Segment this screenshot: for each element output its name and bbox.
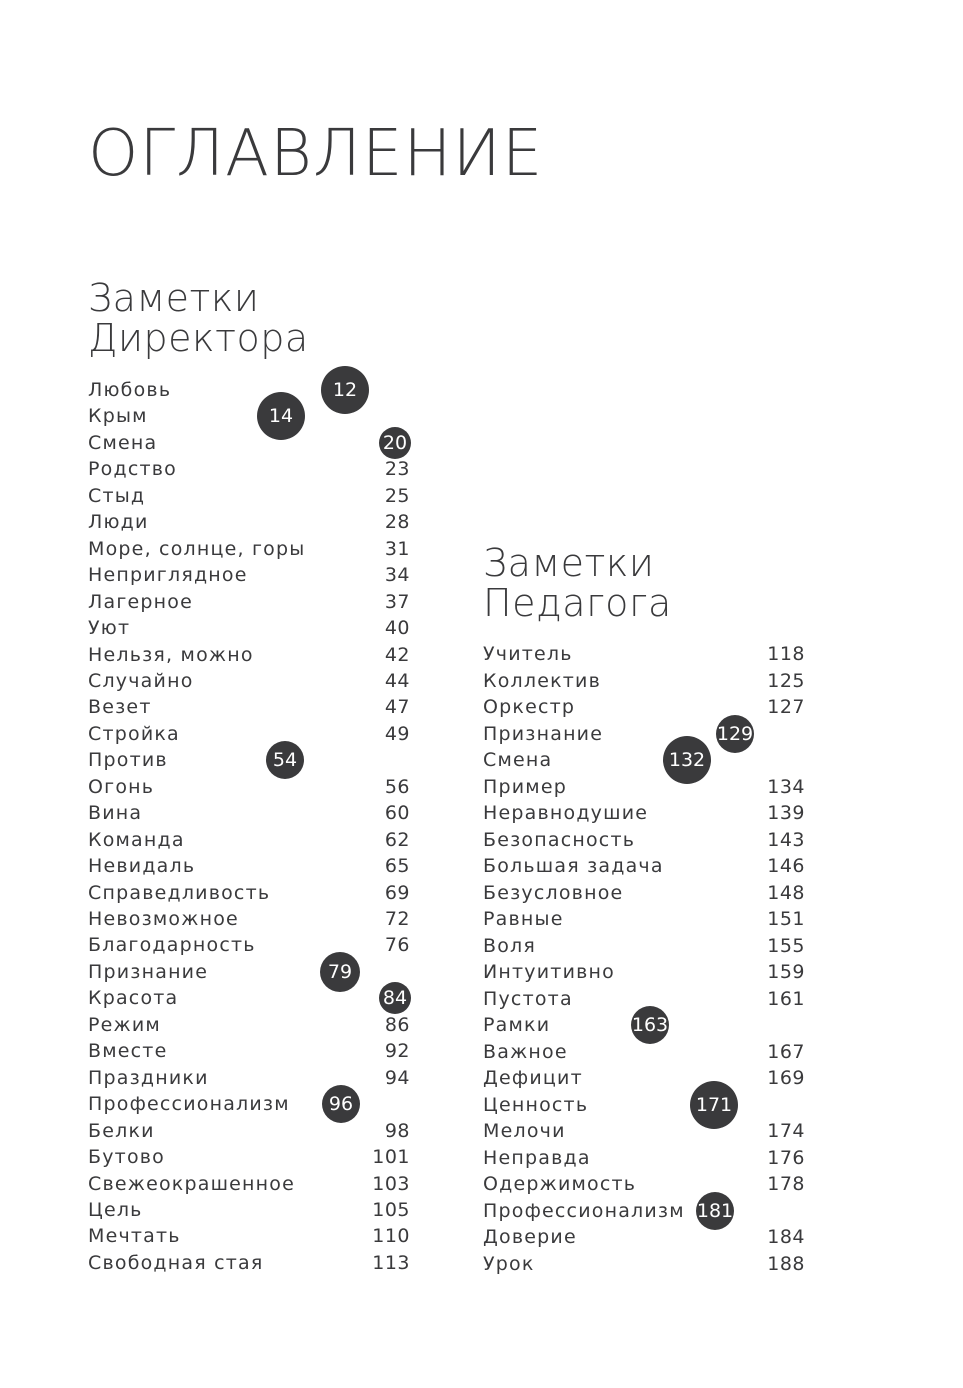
toc-entry-label: Стройка (88, 722, 180, 745)
toc-entry[interactable] (483, 959, 805, 986)
toc-entry[interactable] (483, 800, 805, 827)
toc-entry[interactable] (88, 800, 410, 827)
section-director-notes (88, 276, 418, 1274)
toc-entry[interactable] (88, 615, 410, 642)
toc-entry[interactable] (88, 827, 410, 854)
page-number: 148 (767, 881, 805, 904)
toc-entry[interactable] (483, 1065, 805, 1092)
toc-entry-label: Мелочи (483, 1120, 566, 1142)
toc-entry[interactable] (88, 483, 410, 510)
page-number-badge: 132 (663, 736, 711, 784)
page-number: 167 (767, 1040, 805, 1063)
toc-entry[interactable] (483, 641, 805, 668)
toc-entry[interactable] (88, 642, 410, 669)
toc-entry-label: Белки (88, 1119, 155, 1142)
toc-entry-label: Случайно (88, 669, 194, 692)
toc-entry-label: Равные (483, 908, 564, 930)
toc-entry-label: Признание (88, 960, 209, 983)
toc-entry[interactable] (88, 853, 410, 880)
toc-entry[interactable] (88, 1091, 410, 1118)
page-number-badge: 181 (696, 1192, 734, 1230)
toc-entry[interactable] (88, 932, 410, 959)
toc-entry[interactable] (483, 1145, 805, 1172)
page-number: 151 (767, 908, 805, 930)
page-number: 44 (384, 669, 410, 692)
page-number: 34 (384, 564, 410, 587)
toc-entry[interactable] (483, 880, 805, 907)
toc-entry-label: Море, солнце, горы (88, 537, 306, 560)
toc-entry-label: Учитель (483, 643, 573, 665)
page-number: 174 (767, 1120, 805, 1142)
toc-entry[interactable] (483, 1012, 805, 1039)
section-title-line: Заметки (483, 541, 655, 585)
page-number: 127 (767, 696, 805, 718)
page-number-badge: 12 (321, 366, 369, 414)
toc-entry[interactable] (483, 1171, 805, 1198)
page-number: 169 (767, 1067, 805, 1089)
toc-entry-label: Одержимость (483, 1173, 637, 1195)
toc-entry[interactable] (88, 774, 410, 801)
page-number-badge: 79 (320, 952, 360, 992)
page-number: 49 (384, 722, 410, 745)
toc-entry-label: Признание (483, 722, 604, 745)
toc-entry[interactable] (483, 827, 805, 854)
page-number: 146 (767, 855, 805, 877)
page-number: 40 (384, 617, 410, 640)
toc-entry-label: Крым (88, 405, 148, 428)
page-number: 72 (384, 908, 410, 930)
toc-entry[interactable] (483, 721, 805, 748)
page-number-badge: 171 (690, 1081, 738, 1129)
toc-entry[interactable] (483, 906, 805, 933)
toc-entry[interactable] (88, 456, 410, 483)
toc-entry[interactable] (88, 1038, 410, 1065)
toc-entry-label: Профессионализм (483, 1199, 685, 1222)
page-number: 69 (384, 881, 410, 904)
toc-entry[interactable] (88, 1118, 410, 1145)
section-title (483, 543, 813, 623)
toc-entry-label: Невозможное (88, 908, 239, 930)
toc-entry-label: Смена (88, 431, 158, 454)
page-number: 139 (767, 802, 805, 824)
page-number: 23 (384, 458, 410, 481)
page-number: 65 (384, 855, 410, 878)
toc-entry[interactable] (88, 1223, 410, 1250)
toc-entry[interactable] (88, 377, 410, 404)
page-number: 47 (384, 696, 410, 719)
toc-entry-label: Воля (483, 934, 537, 957)
toc-entry-label: Любовь (88, 379, 172, 401)
toc-entry-label: Большая задача (483, 855, 664, 877)
page-number: 188 (767, 1252, 805, 1275)
page-number: 42 (384, 643, 410, 666)
page-number: 178 (767, 1173, 805, 1195)
page-number-badge: 54 (266, 741, 304, 779)
toc-entry[interactable] (483, 694, 805, 721)
toc-entry[interactable] (88, 747, 410, 774)
toc-entry-label: Лагерное (88, 590, 193, 613)
toc-entry[interactable] (483, 774, 805, 801)
page-number: 110 (372, 1225, 410, 1248)
toc-entry[interactable] (483, 933, 805, 960)
toc-entry[interactable] (88, 589, 410, 616)
toc-entry[interactable] (88, 694, 410, 721)
page-number: 125 (767, 669, 805, 692)
toc-entry[interactable] (483, 1039, 805, 1066)
toc-entry[interactable] (88, 985, 410, 1012)
toc-entry[interactable] (88, 536, 410, 563)
page-number: 76 (384, 934, 410, 957)
page-number-badge: 14 (257, 392, 305, 440)
toc-entry-label: Неравнодушие (483, 802, 649, 824)
toc-entry-label: Режим (88, 1013, 161, 1036)
toc-entry-label: Мечтать (88, 1225, 181, 1248)
toc-entry-label: Невидаль (88, 855, 196, 878)
page-title: ОГЛАВЛЕНИЕ (88, 117, 544, 191)
page-number-badge: 129 (716, 715, 754, 753)
page-number: 86 (384, 1013, 410, 1036)
toc-entry-label: Пустота (483, 987, 573, 1010)
toc-entry[interactable] (483, 1251, 805, 1278)
toc-entry-label: Неправда (483, 1146, 591, 1169)
page-number: 94 (384, 1066, 410, 1089)
page-number: 155 (767, 934, 805, 957)
toc-entry[interactable] (483, 747, 805, 774)
toc-entry-label: Безопасность (483, 828, 636, 851)
page-number-badge: 96 (322, 1085, 360, 1123)
toc-entry[interactable] (88, 668, 410, 695)
page-number: 25 (384, 484, 410, 507)
toc-entry[interactable] (88, 509, 410, 536)
page-number: 118 (767, 643, 805, 665)
section-title-line: Директора (88, 316, 309, 360)
page-number: 28 (384, 511, 410, 534)
toc-entry[interactable] (88, 1144, 410, 1171)
section-title (88, 278, 418, 358)
page-number: 134 (767, 775, 805, 798)
toc-entry-label: Коллектив (483, 669, 601, 692)
page-number: 98 (384, 1119, 410, 1142)
toc-entry-label: Огонь (88, 775, 155, 798)
toc-entry[interactable] (483, 1224, 805, 1251)
toc-entry-label: Против (88, 749, 168, 772)
toc-entry-label: Везет (88, 696, 152, 719)
toc-entry-label: Смена (483, 749, 553, 771)
toc-entry-label: Команда (88, 828, 185, 851)
toc-entry-label: Справедливость (88, 881, 271, 904)
toc-entry-label: Нельзя, можно (88, 643, 254, 666)
page-number-badge: 163 (631, 1006, 669, 1044)
toc-entry[interactable] (88, 880, 410, 907)
section-teacher-notes (483, 541, 813, 1275)
page-number: 161 (767, 987, 805, 1010)
toc-entry-label: Важное (483, 1040, 568, 1063)
toc-entry-label: Профессионализм (88, 1093, 290, 1116)
toc-entry-label: Урок (483, 1252, 535, 1275)
page-number: 101 (372, 1146, 410, 1169)
page-number: 37 (384, 590, 410, 613)
toc-entry[interactable] (88, 562, 410, 589)
page-number: 143 (767, 828, 805, 851)
toc-entry-label: Вместе (88, 1040, 168, 1063)
toc-entry-label: Свежеокрашенное (88, 1172, 295, 1195)
toc-entry-label: Вина (88, 802, 143, 825)
section-title-line: Заметки (88, 276, 260, 320)
toc-entry-label: Цель (88, 1198, 143, 1221)
toc-entry-label: Родство (88, 458, 177, 481)
toc-entry[interactable] (88, 1250, 410, 1277)
toc-entry[interactable] (483, 1118, 805, 1145)
page-number: 92 (384, 1040, 410, 1063)
toc-entry-label: Пример (483, 775, 567, 798)
toc-entry-label: Интуитивно (483, 961, 615, 983)
page-number-badge: 84 (379, 982, 411, 1014)
toc-entry-label: Стыд (88, 484, 146, 507)
toc-entry[interactable] (88, 721, 410, 748)
toc-entry[interactable] (483, 853, 805, 880)
toc-entry-label: Уют (88, 617, 131, 640)
toc-entry-label: Красота (88, 987, 179, 1010)
page-number: 159 (767, 961, 805, 983)
page-number: 105 (372, 1198, 410, 1221)
toc-entry-label: Свободная стая (88, 1251, 264, 1274)
page-number: 62 (384, 828, 410, 851)
toc-entry-label: Ценность (483, 1093, 589, 1116)
toc-entry[interactable] (88, 1012, 410, 1039)
toc-entry[interactable] (483, 668, 805, 695)
toc-entry-label: Праздники (88, 1066, 209, 1089)
toc-entry[interactable] (483, 1092, 805, 1119)
page-number-badge: 20 (379, 427, 411, 459)
toc-entry-label: Доверие (483, 1226, 577, 1248)
page-number: 176 (767, 1146, 805, 1169)
toc-entry-label: Дефицит (483, 1067, 583, 1089)
toc-entry-label: Люди (88, 511, 149, 534)
toc-entry-label: Бутово (88, 1146, 165, 1169)
toc-entry[interactable] (88, 906, 410, 933)
toc-entry-label: Рамки (483, 1014, 551, 1036)
toc-entry[interactable] (88, 1065, 410, 1092)
toc-entry-label: Безусловное (483, 881, 624, 904)
toc-entry-label: Неприглядное (88, 564, 248, 587)
toc-entry[interactable] (88, 1197, 410, 1224)
toc-entry[interactable] (483, 1198, 805, 1225)
toc-entry[interactable] (88, 959, 410, 986)
toc-entry-label: Оркестр (483, 696, 576, 718)
toc-entry[interactable] (88, 403, 410, 430)
page-number: 56 (384, 775, 410, 798)
section-title-line: Педагога (483, 581, 672, 625)
toc-entry[interactable] (88, 430, 410, 457)
toc-entry-label: Благодарность (88, 934, 256, 957)
page-number: 31 (384, 537, 410, 560)
page-number: 113 (372, 1251, 410, 1274)
page-number: 103 (372, 1172, 410, 1195)
toc-entry[interactable] (88, 1171, 410, 1198)
page-number: 184 (767, 1226, 805, 1248)
page-number: 60 (384, 802, 410, 825)
